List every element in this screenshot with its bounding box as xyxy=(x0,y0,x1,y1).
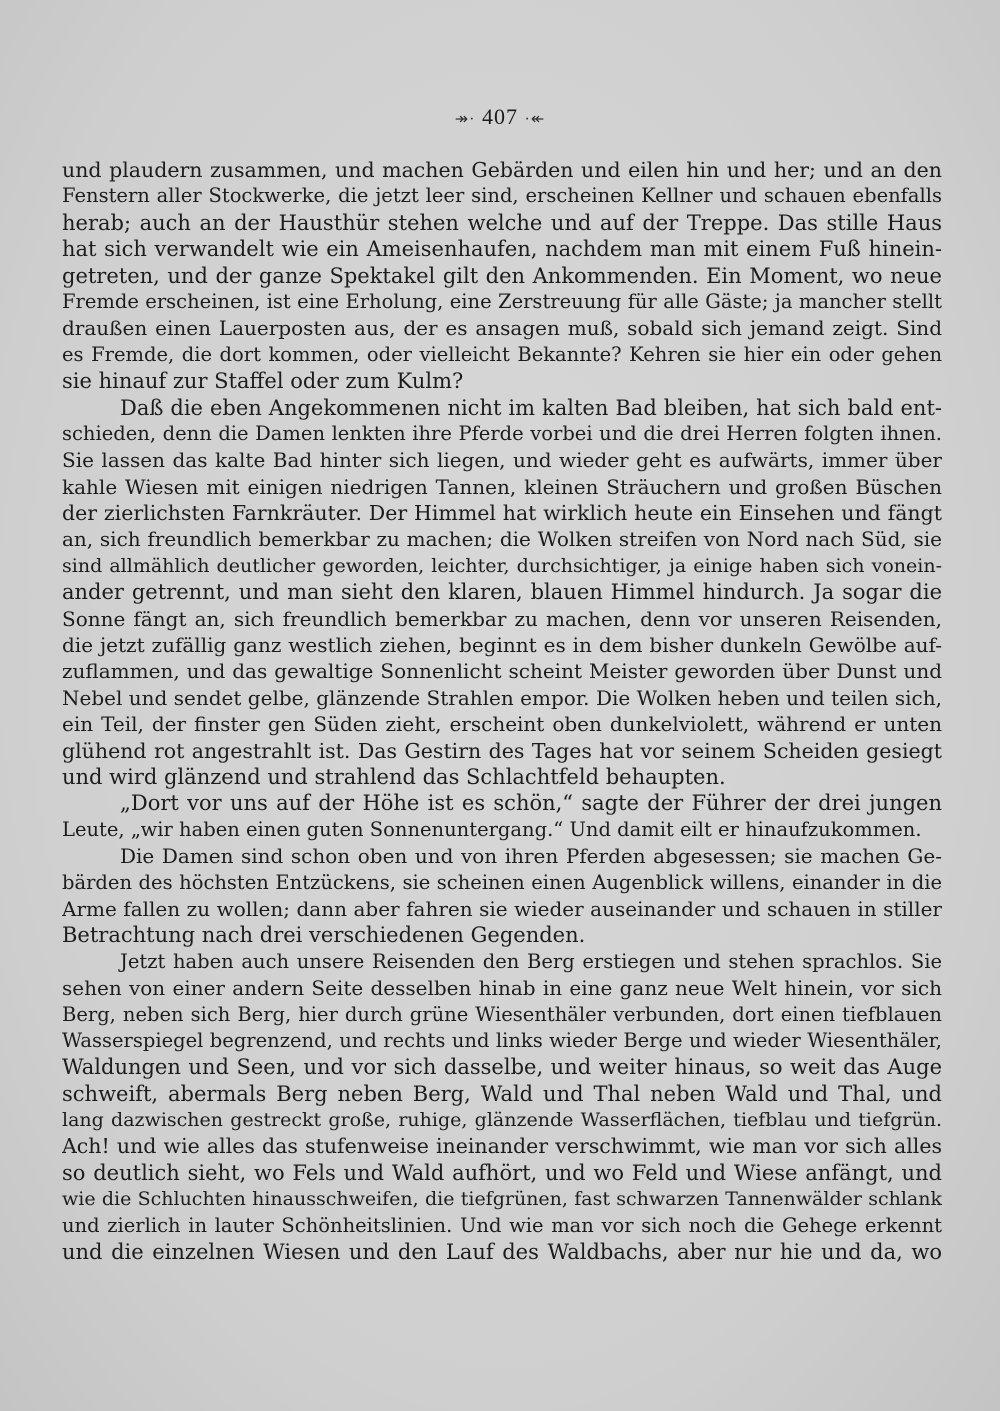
text-line: Daß die eben Angekommenen nicht im kalten Bad bleiben, hat sich bald ent- xyxy=(120,395,942,420)
text-line: bärden des höchsten Entzückens, sie scheinen einen Augenblick willens, einander in die xyxy=(62,870,942,894)
text-line: hat sich verwandelt wie ein Ameisenhaufen, nachdem man mit einem Fuß hinein- xyxy=(62,237,942,262)
text-line: es Fremde, die dort kommen, oder vielleicht Bekannte? Kehren sie hier ein oder gehen xyxy=(62,342,942,366)
text-line: Ach! und wie alles das stufenweise ineinander verschwimmt, wie man vor sich alles xyxy=(62,1134,942,1159)
text-line: so deutlich sieht, wo Fels und Wald aufhört, und wo Feld und Wiese anfängt, und xyxy=(62,1160,942,1185)
text-line: glühend rot angestrahlt ist. Das Gestirn des Tages hat vor seinem Scheiden gesiegt xyxy=(62,738,942,763)
text-line: die jetzt zufällig ganz westlich ziehen, beginnt es in dem bisher dunkeln Gewölbe auf- xyxy=(62,633,942,658)
text-line: zuflammen, und das gewaltige Sonnenlicht scheint Meister geworden über Dunst und xyxy=(62,659,942,684)
left-ornament-icon: ↠· xyxy=(454,111,476,128)
text-line: lang dazwischen gestreckt große, ruhige, glänzende Wasserflächen, tiefblau und tiefgrün. xyxy=(62,1109,942,1132)
text-line: Sonne fängt an, sich freundlich bemerkbar zu machen, denn vor unseren Reisenden, xyxy=(62,606,942,631)
text-line: ein Teil, der finster gen Süden zieht, erscheint oben dunkelviolett, während er unten xyxy=(62,712,942,737)
text-line: und plaudern zusammen, und machen Gebärden und eilen hin und her; und an den xyxy=(62,158,942,182)
text-line: Leute, „wir haben einen guten Sonnenuntergang.“ Und damit eilt er hinaufzukommen. xyxy=(62,817,922,841)
text-line: „Dort vor uns auf der Höhe ist es schön,“ sagte der Führer der drei jungen xyxy=(120,791,942,816)
text-line: und zierlich in lauter Schönheitslinien. Und wie man vor sich noch die Gehege erkennt xyxy=(62,1213,942,1237)
body-text xyxy=(62,157,942,1265)
text-line: an, sich freundlich bemerkbar zu machen; die Wolken streifen von Nord nach Süd, sie xyxy=(62,527,942,552)
text-line: Die Damen sind schon oben und von ihren Pferden abgesessen; sie machen Ge- xyxy=(120,844,942,869)
text-line: Berg, neben sich Berg, hier durch grüne Wiesenthäler verbunden, dort einen tiefblauen xyxy=(62,1002,942,1026)
text-line: Arme fallen zu wollen; dann aber fahren sie wieder auseinander und schauen in stiller xyxy=(62,896,942,921)
text-line: wie die Schluchten hinausschweifen, die tiefgrünen, fast schwarzen Tannenwälder schlank xyxy=(62,1188,942,1211)
text-line: und die einzelnen Wiesen und den Lauf des Waldbachs, aber nur hie und da, wo xyxy=(62,1240,942,1265)
text-line: Waldungen und Seen, und vor sich dasselbe, und weiter hinaus, so weit das Auge xyxy=(62,1055,942,1080)
text-line: und wird glänzend und strahlend das Schlachtfeld behaupten. xyxy=(62,764,726,789)
text-line: Sie lassen das kalte Bad hinter sich liegen, und wieder geht es aufwärts, immer über xyxy=(62,448,942,473)
text-line: Fenstern aller Stockwerke, die jetzt leer sind, erscheinen Kellner und schauen ebenfalls xyxy=(62,184,942,208)
text-line: sie hinauf zur Staffel oder zum Kulm? xyxy=(62,369,464,394)
text-line: schieden, denn die Damen lenkten ihre Pferde vorbei und die drei Herren folgten ihnen. xyxy=(62,421,942,445)
text-line: getreten, und der ganze Spektakel gilt den Ankommenden. Ein Moment, wo neue xyxy=(62,263,942,288)
text-line: Betrachtung nach drei verschiedenen Gegenden. xyxy=(62,923,586,948)
text-line: draußen einen Lauerposten aus, der es ansagen muß, sobald sich jemand zeigt. Sind xyxy=(62,316,942,341)
text-line: Wasserspiegel begrenzend, und rechts und links wieder Berge und wieder Wiesenthäler, xyxy=(62,1028,942,1052)
text-line: Jetzt haben auch unsere Reisenden den Berg erstiegen und stehen sprachlos. Sie xyxy=(120,949,942,973)
page-number: 407 xyxy=(482,104,518,129)
text-line: herab; auch an der Hausthür stehen welche und auf der Treppe. Das stille Haus xyxy=(62,210,942,235)
text-line: kahle Wiesen mit einigen niedrigen Tannen, kleinen Sträuchern und großen Büschen xyxy=(62,474,942,499)
running-header xyxy=(0,104,1000,130)
text-line: ander getrennt, und man sieht den klaren, blauen Himmel hindurch. Ja sogar die xyxy=(62,580,942,605)
text-line: Fremde erscheinen, ist eine Erholung, eine Zerstreuung für alle Gäste; ja mancher stellt xyxy=(62,289,942,313)
text-line: der zierlichsten Farnkräuter. Der Himmel hat wirklich heute ein Einsehen und fängt xyxy=(62,501,942,526)
right-ornament-icon: ·↞ xyxy=(524,111,546,128)
text-line: schweift, abermals Berg neben Berg, Wald und Thal neben Wald und Thal, und xyxy=(62,1081,942,1106)
text-line: sind allmählich deutlicher geworden, leichter, durchsichtiger, ja einige haben sich vonein- xyxy=(62,554,942,577)
text-line: Nebel und sendet gelbe, glänzende Strahlen empor. Die Wolken heben und teilen sich, xyxy=(62,685,942,710)
text-line: sehen von einer andern Seite desselben hinab in eine ganz neue Welt hinein, vor sich xyxy=(62,976,942,1001)
